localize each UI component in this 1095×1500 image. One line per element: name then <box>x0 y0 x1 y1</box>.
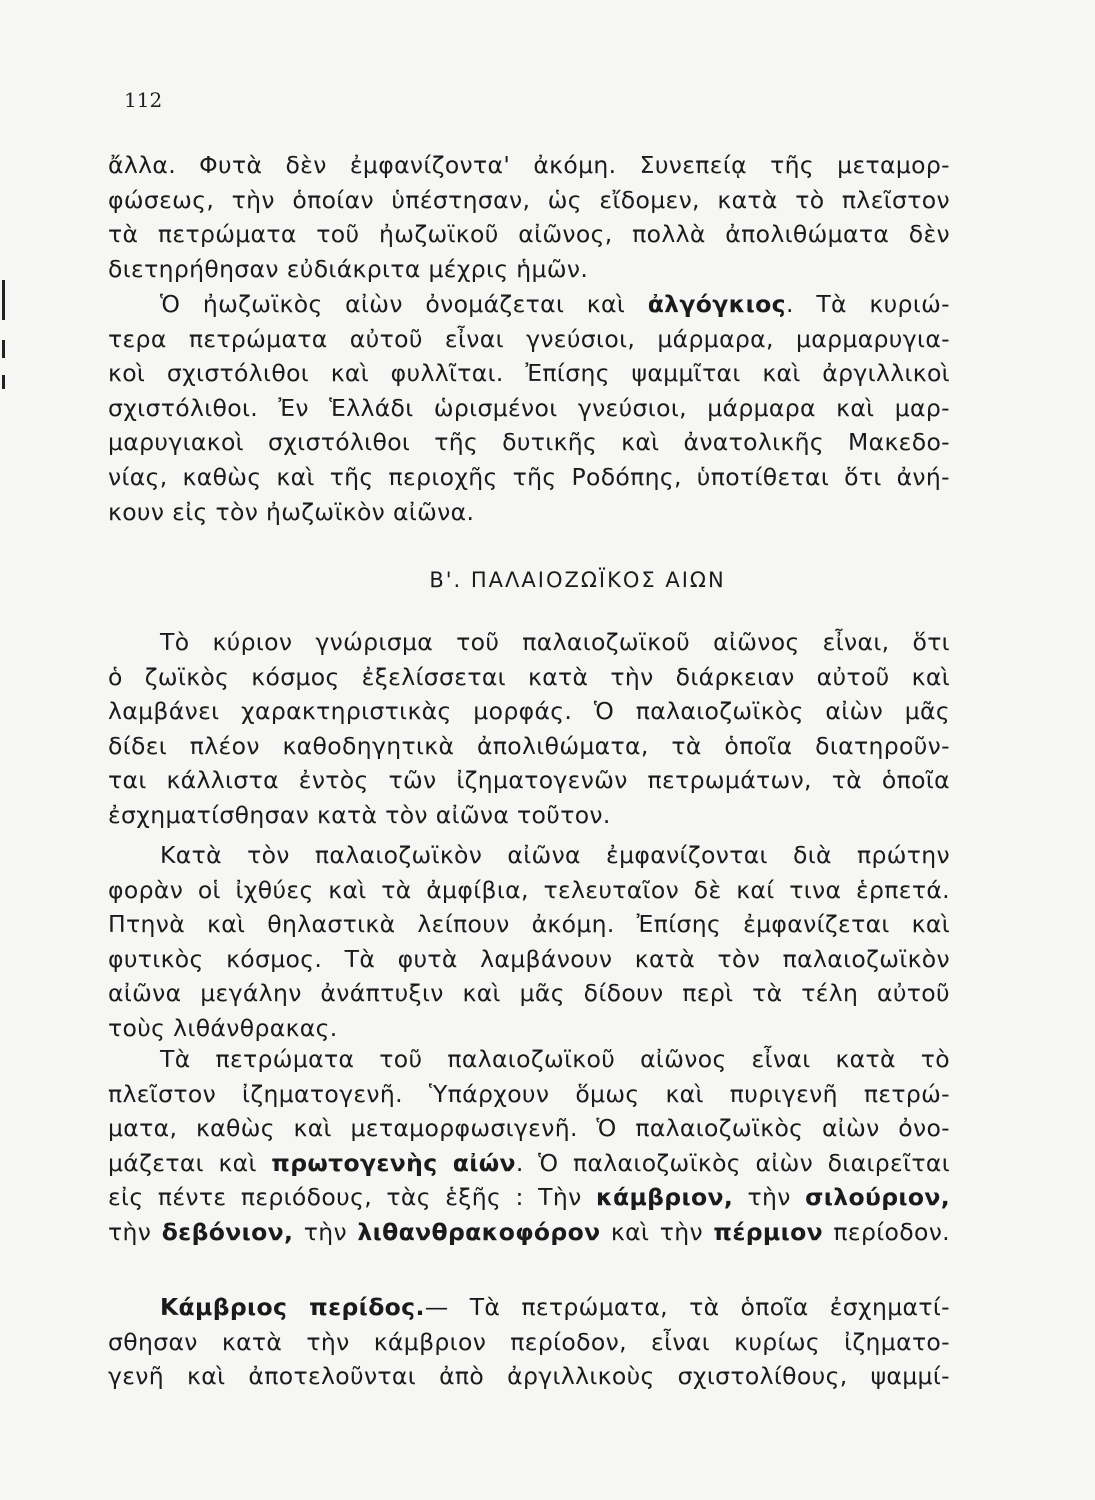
text-line: δίδει πλέον καθοδηγητικὰ ἀπολιθώματα, τὰ ὁποῖα διατηροῦν- <box>108 731 950 760</box>
text-run: καὶ τὴν <box>600 1217 714 1246</box>
bold-term: Κάμβριος περίδος. <box>160 1293 425 1321</box>
paragraph-4 <box>108 838 950 1046</box>
text-line: Κατὰ τὸν παλαιοζωϊκὸν αἰῶνα ἐμφανίζονται διὰ πρώτην <box>160 841 950 869</box>
text-run: μάζεται καὶ <box>108 1148 272 1177</box>
text-line: φυτικὸς κόσμος. Τὰ φυτὰ λαμβάνουν κατὰ τὸν παλαιοζωϊκὸν <box>108 944 950 973</box>
text-line: λαμβάνει χαρακτηριστικὰς μορφάς. Ὁ παλαιοζωϊκὸς αἰὼν μᾶς <box>108 697 950 726</box>
text-run: περίοδον. <box>822 1217 950 1246</box>
bold-term: δεβόνιον, <box>161 1217 294 1246</box>
text-line: Τὸ κύριον γνώρισμα τοῦ παλαιοζωϊκοῦ αἰῶνος εἶναι, ὅτι <box>160 628 950 656</box>
paragraph-3 <box>108 625 950 833</box>
text-line: φορὰν οἱ ἰχθύες καὶ τὰ ἀμφίβια, τελευταῖον δὲ καί τινα ἑρπετά. <box>108 875 950 904</box>
text-line: διετηρήθησαν εὐδιάκριτα μέχρις ἡμῶν. <box>108 254 589 283</box>
text-line: ματα, καθὼς καὶ μεταμορφωσιγενῆ. Ὁ παλαιοζωϊκὸς αἰὼν ὀνο- <box>108 1114 950 1143</box>
text-line: ται κάλλιστα ἐντὸς τῶν ἰζηματογενῶν πετρωμάτων, τὰ ὁποῖα <box>108 766 950 795</box>
text-line: φώσεως, τὴν ὁποίαν ὑπέστησαν, ὡς εἴδομεν, κατὰ τὸ πλεῖστον <box>108 185 950 214</box>
text-line: Τὰ πετρώματα τοῦ παλαιοζωϊκοῦ αἰῶνος εἶναι κατὰ τὸ <box>160 1045 950 1073</box>
binding-edge-marks <box>0 280 8 500</box>
text-line: κουν εἰς τὸν ἠωζωϊκὸν αἰῶνα. <box>108 497 475 526</box>
text-line <box>108 287 950 322</box>
section-heading: Β'. ΠΑΛΑΙΟΖΩΪΚΟΣ ΑΙΩΝ <box>429 568 726 592</box>
text-line: ὁ ζωϊκὸς κόσμος ἐξελίσσεται κατὰ τὴν διάρκειαν αὐτοῦ καὶ <box>108 662 950 691</box>
paragraph-6 <box>108 1290 950 1394</box>
text-line: κοὶ σχιστόλιθοι καὶ φυλλῖται. Ἐπίσης ψαμμῖται καὶ ἀργιλλικοὶ <box>108 359 950 388</box>
text-line <box>108 1290 950 1325</box>
paragraph-1 <box>108 148 950 286</box>
text-run: τὴν <box>733 1183 806 1212</box>
text-run: . Ὁ παλαιοζωϊκὸς αἰὼν διαιρεῖται <box>515 1148 951 1177</box>
text-run: εἰς πέντε περιόδους, τὰς ἑξῆς : Τὴν <box>108 1183 596 1212</box>
text-line <box>108 1180 950 1215</box>
text-run: — Τὰ πετρώματα, τὰ ὁποῖα ἐσχηματί- <box>424 1293 950 1321</box>
paragraph-5 <box>108 1042 950 1250</box>
text-run: Ὁ ἠωζωϊκὸς αἰὼν ὀνομάζεται καὶ <box>160 290 648 318</box>
text-line: νίας, καθὼς καὶ τῆς περιοχῆς τῆς Ροδόπης, ὑποτίθεται ὅτι ἀνή- <box>108 462 950 491</box>
text-run: . Τὰ κυριώ- <box>785 290 950 318</box>
text-line: πλεῖστον ἰζηματογενῆ. Ὑπάρχουν ὅμως καὶ πυριγενῆ πετρώ- <box>108 1079 950 1108</box>
bold-term: λιθανθρακοφόρον <box>357 1217 601 1246</box>
text-line <box>108 1146 950 1181</box>
text-line: μαρυγιακοὶ σχιστόλιθοι τῆς δυτικῆς καὶ ἀνατολικῆς Μακεδο- <box>108 428 950 457</box>
bold-term: σιλούριον, <box>805 1183 950 1212</box>
text-line: αἰῶνα μεγάλην ἀνάπτυξιν καὶ μᾶς δίδουν περὶ τὰ τέλη αὐτοῦ <box>108 979 950 1008</box>
text-line: τερα πετρώματα αὐτοῦ εἶναι γνεύσιοι, μάρμαρα, μαρμαρυγια- <box>108 324 950 353</box>
text-line: γενῆ καὶ ἀποτελοῦνται ἀπὸ ἀργιλλικοὺς σχιστολίθους, ψαμμί- <box>108 1362 950 1391</box>
text-run: τὴν <box>108 1217 162 1246</box>
text-line: τοὺς λιθάνθρακας. <box>108 1013 338 1042</box>
text-line: σχιστόλιθοι. Ἐν Ἑλλάδι ὡρισμένοι γνεύσιοι, μάρμαρα καὶ μαρ- <box>108 393 950 422</box>
text-line <box>108 1215 950 1250</box>
page-number: 112 <box>124 88 163 112</box>
paragraph-2 <box>108 287 950 529</box>
bold-term: ἀλγόγκιος <box>647 290 786 318</box>
text-line: ἄλλα. Φυτὰ δὲν ἐμφανίζοντα' ἀκόμη. Συνεπείᾳ τῆς μεταμορ- <box>108 151 950 179</box>
text-line: σθησαν κατὰ τὴν κάμβριον περίοδον, εἶναι κυρίως ἰζηματο- <box>108 1327 950 1356</box>
bold-term: πρωτογενὴς αἰών <box>271 1148 516 1177</box>
text-line: ἐσχηματίσθησαν κατὰ τὸν αἰῶνα τοῦτον. <box>108 800 611 829</box>
bold-term: κάμβριον, <box>595 1183 734 1212</box>
text-line: τὰ πετρώματα τοῦ ἠωζωϊκοῦ αἰῶνος, πολλὰ ἀπολιθώματα δὲν <box>108 220 950 249</box>
text-line: Πτηνὰ καὶ θηλαστικὰ λείπουν ἀκόμη. Ἐπίσης ἐμφανίζεται καὶ <box>108 910 950 939</box>
bold-term: πέρμιον <box>713 1217 823 1246</box>
text-run: τὴν <box>293 1217 358 1246</box>
